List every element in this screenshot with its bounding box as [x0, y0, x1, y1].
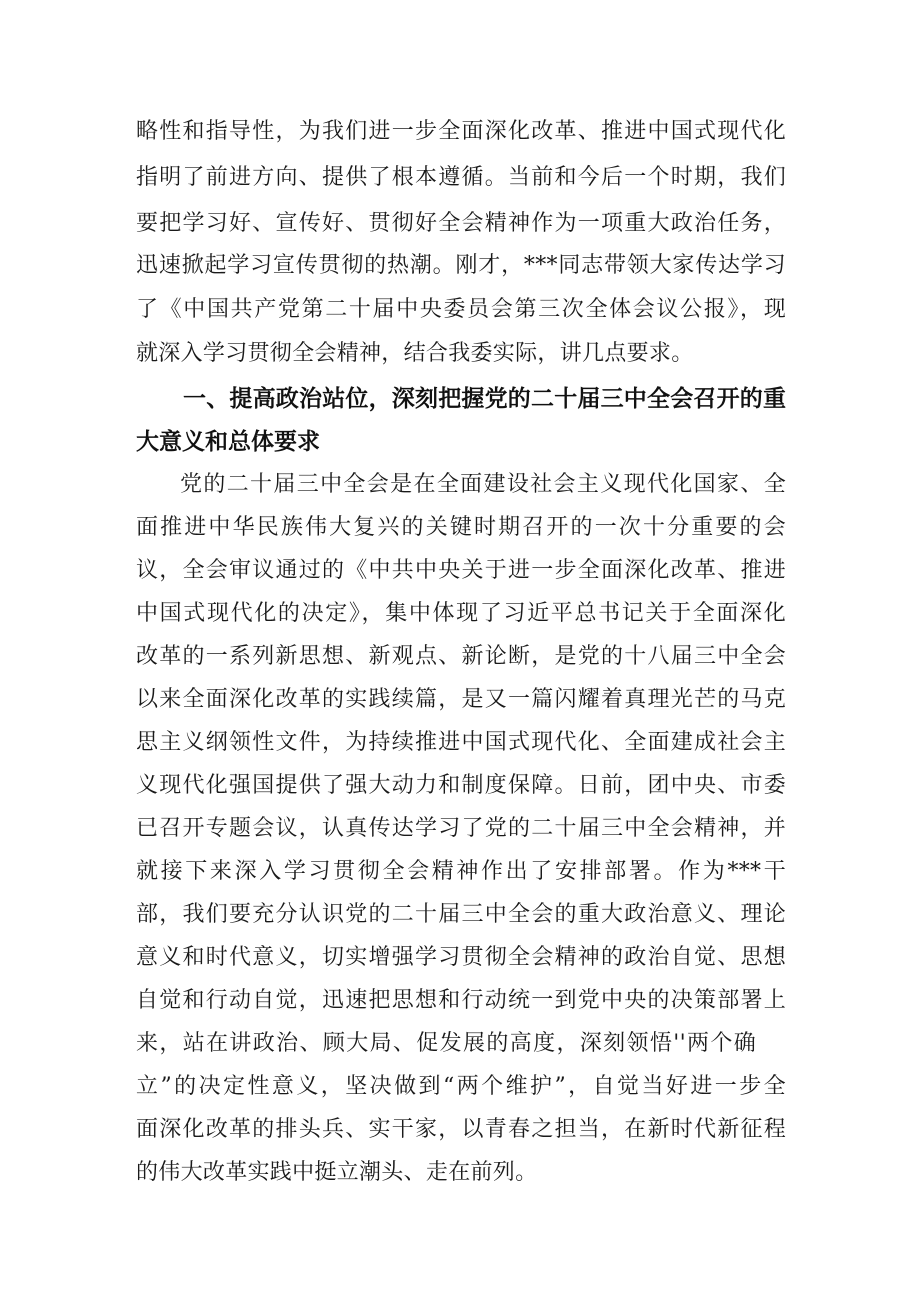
body-line: 自觉和行动自觉，迅速把思想和行动统一到党中央的决策部署上	[136, 988, 786, 1013]
body-line: 就接下来深入学习贯彻全会精神作出了安排部署。作为***干	[136, 859, 786, 884]
body-line: 立”的决定性意义，坚决做到“两个维护”，自觉当好进一步全	[136, 1074, 786, 1099]
intro-line: 要把学习好、宣传好、贯彻好全会精神作为一项重大政治任务，	[136, 211, 786, 236]
section-heading: 一、提高政治站位，深刻把握党的二十届三中全会召开的重	[183, 386, 786, 412]
section-heading: 大意义和总体要求	[136, 429, 320, 455]
body-line: 部，我们要充分认识党的二十届三中全会的重大政治意义、理论	[136, 902, 786, 927]
body-line: 面推进中华民族伟大复兴的关键时期召开的一次十分重要的会	[136, 515, 786, 540]
body-line: 面深化改革的排头兵、实干家，以青春之担当，在新时代新征程	[136, 1117, 786, 1142]
body-line: 已召开专题会议，认真传达学习了党的二十届三中全会精神，并	[136, 816, 786, 841]
body-line: 以来全面深化改革的实践续篇，是又一篇闪耀着真理光芒的马克	[136, 687, 786, 712]
body-line: 意义和时代意义，切实增强学习贯彻全会精神的政治自觉、思想	[136, 945, 786, 970]
intro-line: 略性和指导性，为我们进一步全面深化改革、推进中国式现代化	[136, 119, 786, 144]
intro-line: 迅速掀起学习宣传贯彻的热潮。刚才，***同志带领大家传达学习	[136, 253, 786, 278]
body-line: 改革的一系列新思想、新观点、新论断，是党的十八届三中全会	[136, 644, 786, 669]
body-line: 的伟大改革实践中挺立潮头、走在前列。	[136, 1160, 538, 1185]
body-line: 党的二十届三中全会是在全面建设社会主义现代化国家、全	[180, 472, 786, 497]
body-line: 中国式现代化的决定》，集中体现了习近平总书记关于全面深化	[136, 601, 786, 626]
intro-line: 就深入学习贯彻全会精神，结合我委实际，讲几点要求。	[136, 341, 694, 366]
intro-line: 指明了前进方向、提供了根本遵循。当前和今后一个时期，我们	[136, 165, 786, 190]
body-line: 思主义纲领性文件，为持续推进中国式现代化、全面建成社会主	[136, 730, 786, 755]
body-line: 来，站在讲政治、顾大局、促发展的高度，深刻领悟''两个确	[136, 1031, 756, 1056]
body-line: 义现代化强国提供了强大动力和制度保障。日前，团中央、市委	[136, 773, 786, 798]
intro-line: 了《中国共产党第二十届中央委员会第三次全体会议公报》，现	[136, 297, 786, 322]
body-line: 议，全会审议通过的《中共中央关于进一步全面深化改革、推进	[136, 558, 786, 583]
